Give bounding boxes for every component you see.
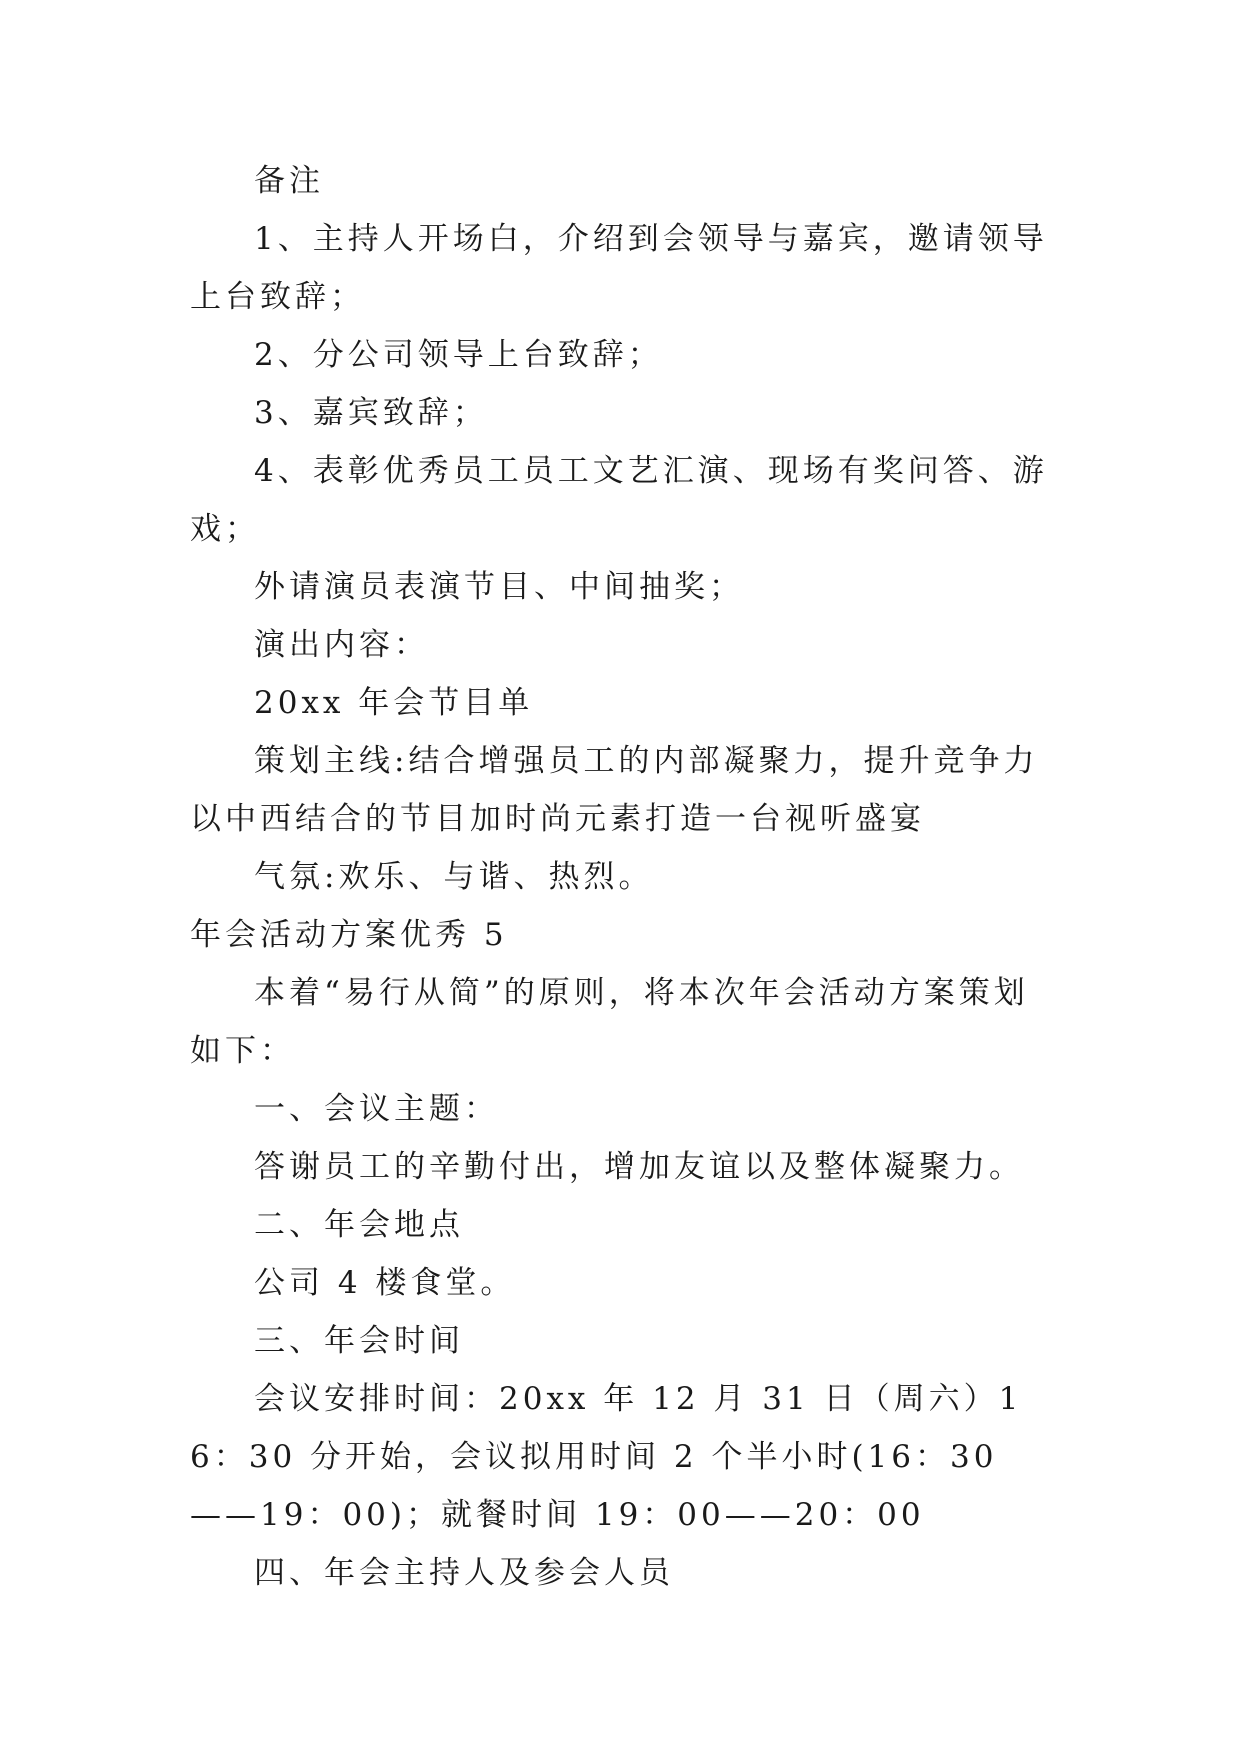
paragraph-item-2: 2、分公司领导上台致辞； bbox=[254, 337, 663, 373]
paragraph-venue: 公司 4 楼食堂。 bbox=[254, 1265, 516, 1301]
paragraph-note-heading: 备注 bbox=[254, 163, 324, 199]
section-title: 年会活动方案优秀 5 bbox=[190, 917, 508, 953]
paragraph-program-list: 20xx 年会节目单 bbox=[254, 685, 534, 721]
paragraph-item-3: 3、嘉宾致辞； bbox=[254, 395, 488, 431]
paragraph-planning-mainline: 策划主线:结合增强员工的内部凝聚力，提升竞争力以中西结合的节目加时尚元素打造一台视听盛宴 bbox=[190, 743, 1039, 837]
document-body bbox=[190, 152, 1048, 1602]
paragraph-performance-content: 演出内容： bbox=[254, 627, 429, 663]
paragraph-time-heading: 三、年会时间 bbox=[254, 1323, 464, 1359]
paragraph-meeting-theme: 答谢员工的辛勤付出，增加友谊以及整体凝聚力。 bbox=[254, 1149, 1024, 1185]
paragraph-host-heading: 四、年会主持人及参会人员 bbox=[254, 1555, 674, 1591]
paragraph-time-details: 会议安排时间：20xx 年 12 月 31 日（周六）16：30 分开始，会议拟用时间 2 个半小时(16：30——19：00)；就餐时间 19：00——20：00 bbox=[190, 1381, 1023, 1533]
paragraph-atmosphere: 气氛:欢乐、与谐、热烈。 bbox=[254, 859, 654, 895]
paragraph-item-4: 4、表彰优秀员工员工文艺汇演、现场有奖问答、游戏； bbox=[190, 453, 1048, 547]
paragraph-external-performers: 外请演员表演节目、中间抽奖； bbox=[254, 569, 744, 605]
paragraph-meeting-theme-heading: 一、会议主题： bbox=[254, 1091, 499, 1127]
paragraph-principle: 本着“易行从简”的原则，将本次年会活动方案策划如下： bbox=[190, 975, 1029, 1069]
paragraph-venue-heading: 二、年会地点 bbox=[254, 1207, 464, 1243]
paragraph-item-1: 1、主持人开场白，介绍到会领导与嘉宾，邀请领导上台致辞； bbox=[190, 221, 1048, 315]
